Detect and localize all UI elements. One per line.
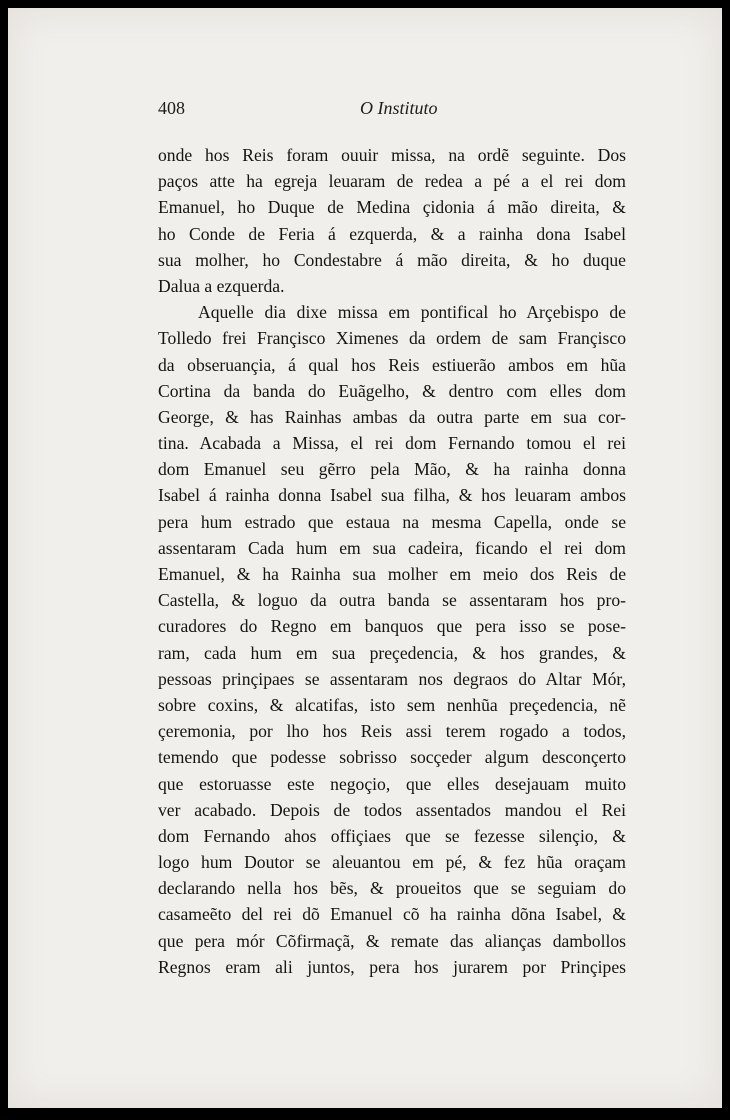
text-line: paços atte ha egreja leuaram de redea a pé a el rei dom <box>158 171 626 192</box>
text-line: temendo que podesse sobrisso socçeder algum desconçerto <box>158 747 626 768</box>
book-page <box>8 8 722 1108</box>
text-line: que estoruasse este negoçio, que elles desejauam muito <box>158 773 626 794</box>
text-line: tina. Acabada a Missa, el rei dom Fernando tomou el rei <box>158 433 626 454</box>
text-line: ho Conde de Feria á ezquerda, & a rainha dona Isabel <box>158 223 626 244</box>
text-line: onde hos Reis foram ouuir missa, na ordẽ seguinte. Dos <box>158 145 626 165</box>
text-line: dom Fernando ahos offiçiaes que se fezesse silençio, & <box>158 825 626 846</box>
text-line: Tolledo frei Françisco Ximenes da ordem de sam Françisco <box>158 328 626 349</box>
text-line: declarando nella hos bẽs, & proueitos que se seguiam do <box>158 878 626 899</box>
text-line: dom Emanuel seu gẽrro pela Mão, & ha rainha donna <box>158 459 626 480</box>
text-line: sobre coxins, & alcatifas, isto sem nenhũa preçedencia, nẽ <box>158 694 626 715</box>
text-line: assentaram Cada hum em sua cadeira, ficando el rei dom <box>158 537 626 558</box>
text-line: Cortina da banda do Euãgelho, & dentro com elles dom <box>158 380 626 401</box>
text-line: ver acabado. Depois de todos assentados mandou el Rei <box>158 799 626 820</box>
page-number: 408 <box>158 98 185 118</box>
text-line: casameẽto del rei dõ Emanuel cõ ha rainha dõna Isabel, & <box>158 904 626 925</box>
text-line: curadores do Regno em banquos que pera isso se pose- <box>158 616 626 637</box>
text-line: çeremonia, por lho hos Reis assi terem rogado a todos, <box>158 721 626 742</box>
text-line: Emanuel, & ha Rainha sua molher em meio dos Reis de <box>158 564 626 584</box>
text-line: sua molher, ho Condestabre á mão direita, & ho duque <box>158 249 626 270</box>
text-line: Aquelle dia dixe missa em pontifical ho Arçebispo de <box>198 302 626 323</box>
text-line: Castella, & loguo da outra banda se assentaram hos pro- <box>158 590 626 611</box>
body-text <box>158 142 626 980</box>
running-head <box>158 98 628 122</box>
text-line: George, & has Rainhas ambas da outra parte em sua cor- <box>158 406 626 427</box>
text-line: Isabel á rainha donna Isabel sua filha, & hos leuaram ambos <box>158 485 626 506</box>
text-line: ram, cada hum em sua preçedencia, & hos grandes, & <box>158 642 626 663</box>
paragraph <box>158 142 626 299</box>
text-line: Regnos eram ali juntos, pera hos jurarem por Prinçipes <box>158 956 626 977</box>
text-line: Dalua a ezquerda. <box>158 275 285 296</box>
journal-title: O Instituto <box>360 98 438 118</box>
text-line: da obseruançia, á qual hos Reis estiuerão ambos em hũa <box>158 354 626 375</box>
text-line: Emanuel, ho Duque de Medina çidonia á mão direita, & <box>158 197 626 218</box>
text-line: pessoas prinçipaes se assentaram nos degraos do Altar Mór, <box>158 668 626 689</box>
text-line: que pera mór Cõfirmaçã, & remate das alianças dambollos <box>158 930 626 951</box>
paragraph <box>158 299 626 980</box>
text-line: pera hum estrado que estaua na mesma Capella, onde se <box>158 511 626 532</box>
text-line: logo hum Doutor se aleuantou em pé, & fez hũa oraçam <box>158 852 626 873</box>
